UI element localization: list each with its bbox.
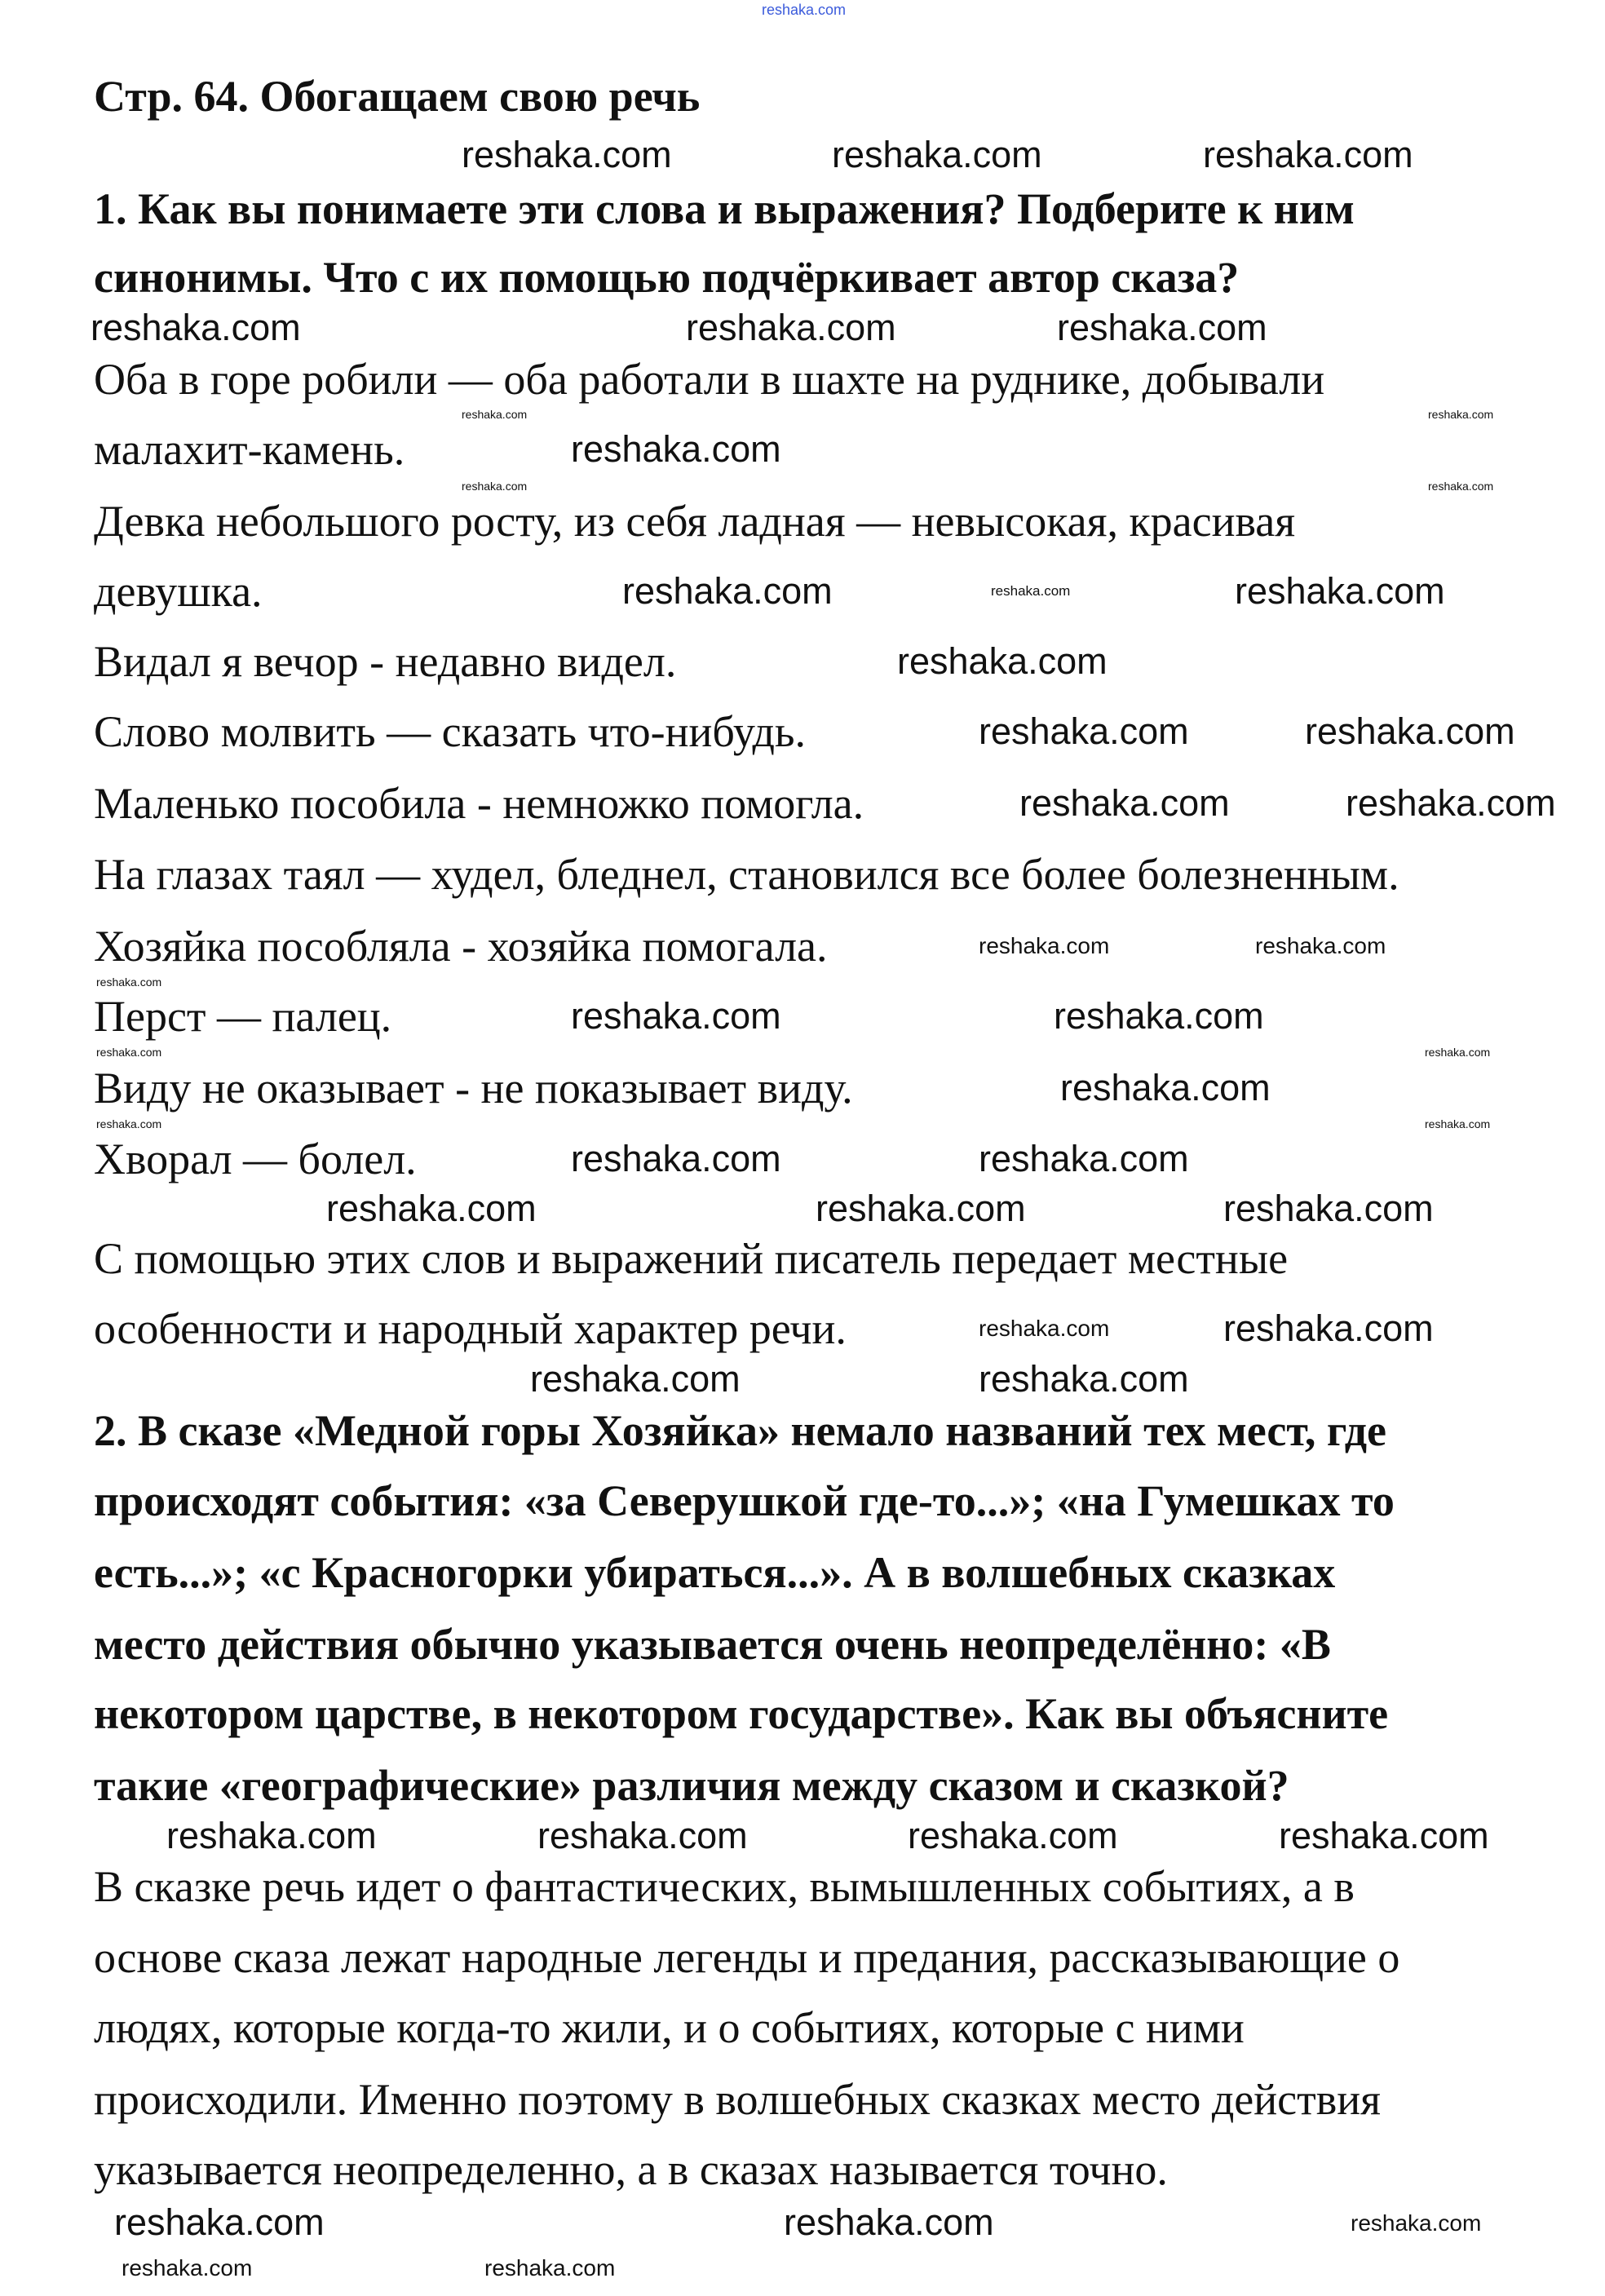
watermark: reshaka.com [979, 1138, 1189, 1179]
answer-1-line: Девка небольшого росту, из себя ладная — невысокая, красивая [94, 497, 1296, 546]
watermark: reshaka.com [1279, 1815, 1489, 1856]
answer-2-line: В сказке речь идет о фантастических, вымышленных событиях, а в [94, 1862, 1355, 1911]
watermark: reshaka.com [1235, 570, 1445, 612]
watermark: reshaka.com [1057, 307, 1267, 348]
watermark: reshaka.com [1019, 782, 1230, 824]
watermark: reshaka.com [1346, 782, 1556, 824]
watermark: reshaka.com [571, 995, 781, 1037]
page-title: Стр. 64. Обогащаем свою речь [94, 72, 701, 121]
watermark: reshaka.com [686, 307, 896, 348]
answer-1-line: Оба в горе робили — оба работали в шахте на руднике, добывали [94, 355, 1325, 404]
question-1-line: 1. Как вы понимаете эти слова и выражения? Подберите к ним [94, 184, 1355, 233]
watermark: reshaka.com [979, 1316, 1110, 1341]
question-2-line: 2. В сказе «Медной горы Хозяйка» немало названий тех мест, где [94, 1406, 1386, 1455]
watermark: reshaka.com [166, 1815, 377, 1856]
watermark: reshaka.com [1223, 1188, 1434, 1229]
watermark: reshaka.com [462, 134, 672, 175]
watermark: reshaka.com [1305, 710, 1515, 752]
watermark: reshaka.com [832, 134, 1042, 175]
watermark: reshaka.com [484, 2255, 616, 2281]
site-link[interactable]: reshaka.com [762, 2, 847, 18]
watermark: reshaka.com [1428, 408, 1494, 421]
watermark: reshaka.com [979, 1358, 1189, 1400]
watermark: reshaka.com [908, 1815, 1118, 1856]
watermark: reshaka.com [462, 408, 528, 421]
watermark: reshaka.com [784, 2201, 994, 2243]
watermark: reshaka.com [816, 1188, 1026, 1229]
answer-1-line: малахит-камень. [94, 425, 405, 474]
watermark: reshaka.com [979, 933, 1110, 958]
watermark: reshaka.com [114, 2201, 325, 2243]
question-2-line: некотором царстве, в некотором государстве». Как вы объясните [94, 1689, 1389, 1738]
answer-2-line: основе сказа лежат народные легенды и предания, рассказывающие о [94, 1933, 1400, 1982]
answer-1-line: Перст — палец. [94, 992, 392, 1041]
answer-1-line: особенности и народный характер речи. [94, 1304, 847, 1353]
question-2-line: такие «географические» различия между сказом и сказкой? [94, 1761, 1289, 1810]
answer-1-line: Видал я вечор - недавно видел. [94, 637, 677, 686]
watermark: reshaka.com [1425, 1117, 1491, 1130]
watermark: reshaka.com [979, 710, 1189, 752]
watermark: reshaka.com [571, 428, 781, 470]
question-2-line: есть...»; «с Красногорки убираться...». А в волшебных сказках [94, 1548, 1336, 1597]
answer-2-line: указывается неопределенно, а в сказах называется точно. [94, 2145, 1168, 2194]
watermark: reshaka.com [530, 1358, 741, 1400]
answer-2-line: происходили. Именно поэтому в волшебных сказках место действия [94, 2075, 1381, 2124]
answer-1-line: Маленько пособила - немножко помогла. [94, 779, 864, 828]
watermark: reshaka.com [96, 1117, 162, 1130]
watermark: reshaka.com [991, 583, 1071, 599]
question-1-line: синонимы. Что с их помощью подчёркивает автор сказа? [94, 253, 1240, 302]
watermark: reshaka.com [91, 307, 301, 348]
answer-1-line: Хворал — болел. [94, 1135, 417, 1183]
question-2-line: место действия обычно указывается очень неопределённо: «В [94, 1620, 1331, 1669]
watermark: reshaka.com [1203, 134, 1413, 175]
watermark: reshaka.com [326, 1188, 537, 1229]
answer-1-line: Виду не оказывает - не показывает виду. [94, 1064, 853, 1113]
watermark: reshaka.com [1255, 933, 1386, 958]
watermark: reshaka.com [537, 1815, 748, 1856]
watermark: reshaka.com [897, 640, 1108, 682]
watermark: reshaka.com [1425, 1046, 1491, 1059]
answer-1-line: С помощью этих слов и выражений писатель передает местные [94, 1234, 1289, 1283]
watermark: reshaka.com [1428, 480, 1494, 493]
watermark: reshaka.com [96, 1046, 162, 1059]
watermark: reshaka.com [462, 480, 528, 493]
watermark: reshaka.com [571, 1138, 781, 1179]
answer-1-line: На глазах таял — худел, бледнел, становился все более болезненным. [94, 850, 1399, 899]
answer-1-line: Слово молвить — сказать что-нибудь. [94, 707, 807, 756]
answer-1-line: Хозяйка пособляла - хозяйка помогала. [94, 922, 828, 971]
watermark: reshaka.com [122, 2255, 253, 2281]
watermark: reshaka.com [1351, 2210, 1482, 2236]
watermark: reshaka.com [1060, 1067, 1271, 1108]
watermark: reshaka.com [1054, 995, 1264, 1037]
watermark: reshaka.com [96, 975, 162, 989]
watermark: reshaka.com [1223, 1307, 1434, 1349]
watermark: reshaka.com [622, 570, 833, 612]
answer-2-line: людях, которые когда-то жили, и о событиях, которые с ними [94, 2003, 1245, 2052]
question-2-line: происходят события: «за Северушкой где-то...»; «на Гумешках то [94, 1476, 1395, 1525]
answer-1-line: девушка. [94, 567, 263, 616]
